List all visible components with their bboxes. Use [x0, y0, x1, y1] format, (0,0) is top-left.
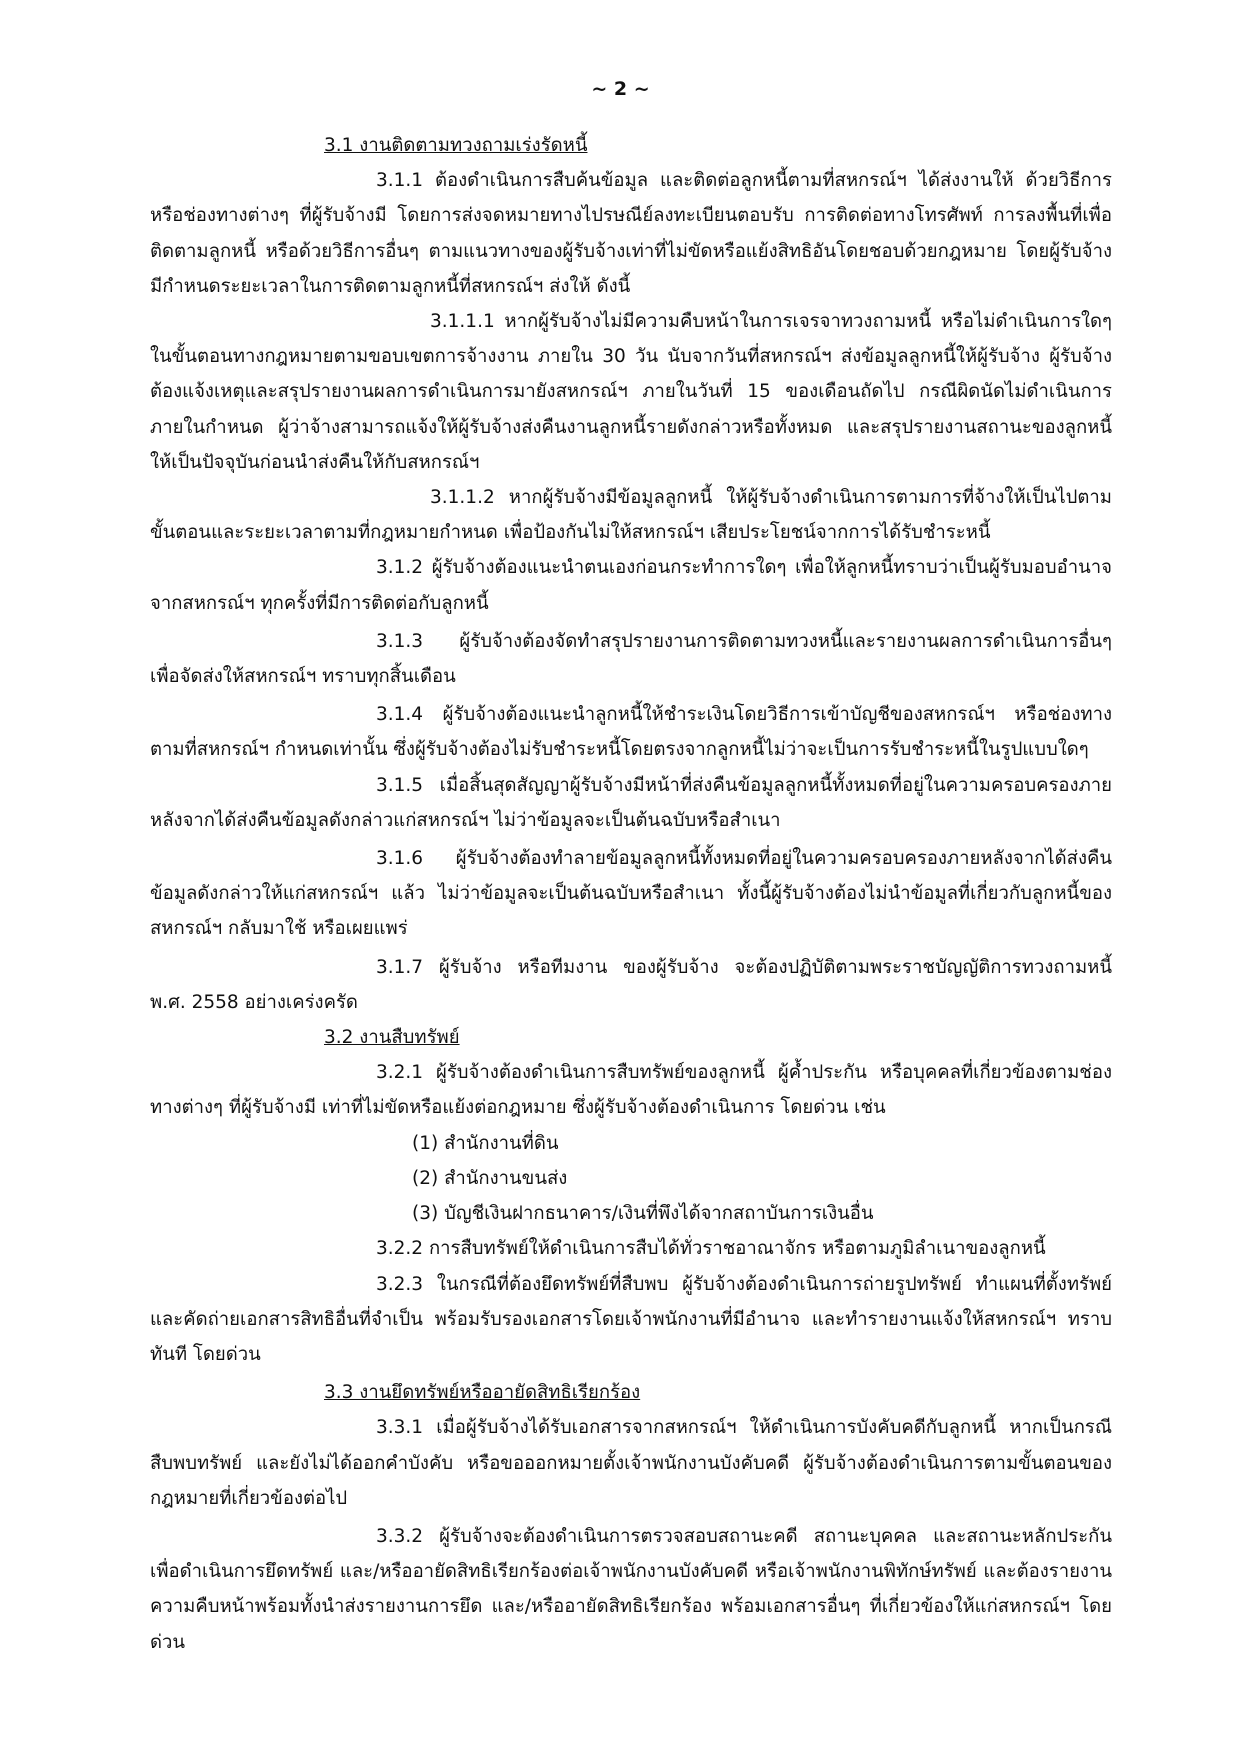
paragraph: 3.1.5 เมื่อสิ้นสุดสัญญาผู้รับจ้างมีหน้าที่ส่งคืนข้อมูลลูกหนี้ทั้งหมดที่อยู่ในความครอบครองภายหลังจากได้ส่งคืนข้อมูลดังกล่าวแก่สหกรณ์ฯ ไม่ว่าข้อมูลจะเป็นต้นฉบับหรือสำเนา — [150, 774, 1112, 831]
paragraph: 3.1.1.1 หากผู้รับจ้างไม่มีความคืบหน้าในการเจรจาทวงถามหนี้ หรือไม่ดำเนินการใดๆ ในขั้นตอนทางกฎหมายตามขอบเขตการจ้างงาน ภายใน 30 วัน นับจากวันที่สหกรณ์ฯ ส่งข้อมูลลูกหนี้ให้ผู้รับจ้าง ผู้รับจ้างต้องแจ้งเหตุและสรุปรายงานผลการดำเนินการมายังสหกรณ์ฯ ภายในวันที่ 15 ของเดือนถัดไป กรณีผิดนัดไม่ดำเนินการภายในกำหนด ผู้ว่าจ้างสามารถแจ้งให้ผู้รับจ้างส่งคืนงานลูกหนี้รายดังกล่าวหรือทั้งหมด และสรุปรายงานสถานะของลูกหนี้ให้เป็นปัจจุบันก่อนนำส่งคืนให้กับสหกรณ์ฯ — [150, 311, 1112, 473]
paragraph: 3.2.3 ในกรณีที่ต้องยึดทรัพย์ที่สืบพบ ผู้รับจ้างต้องดำเนินการถ่ายรูปทรัพย์ ทำแผนที่ตั้งทรัพย์และคัดถ่ายเอกสารสิทธิอื่นที่จำเป็น พร้อมรับรองเอกสารโดยเจ้าพนักงานที่มีอำนาจ และทำรายงานแจ้งให้สหกรณ์ฯ ทราบทันที โดยด่วน — [150, 1273, 1112, 1365]
paragraph: 3.1.1.2 หากผู้รับจ้างมีข้อมูลลูกหนี้ ให้ผู้รับจ้างดำเนินการตามการที่จ้างให้เป็นไปตามขั้นตอนและระยะเวลาตามที่กฎหมายกำหนด เพื่อป้องกันไม่ให้สหกรณ์ฯ เสียประโยชน์จากการได้รับชำระหนี้ — [150, 487, 1112, 544]
section-heading-text: 3.2 งานสืบทรัพย์ — [324, 1027, 460, 1049]
paragraph: 3.1.3 ผู้รับจ้างต้องจัดทำสรุปรายงานการติดตามทวงหนี้และรายงานผลการดำเนินการอื่นๆ เพื่อจัดส่งให้สหกรณ์ฯ ทราบทุกสิ้นเดือน — [150, 630, 1112, 688]
paragraph: 3.1.6 ผู้รับจ้างต้องทำลายข้อมูลลูกหนี้ทั้งหมดที่อยู่ในความครอบครองภายหลังจากได้ส่งคืนข้อมูลดังกล่าวให้แก่สหกรณ์ฯ แล้ว ไม่ว่าข้อมูลจะเป็นต้นฉบับหรือสำเนา ทั้งนี้ผู้รับจ้างต้องไม่นำข้อมูลที่เกี่ยวกับลูกหนี้ของสหกรณ์ฯ กลับมาใช้ หรือเผยแพร่ — [150, 848, 1112, 940]
paragraph: 3.1.2 ผู้รับจ้างต้องแนะนำตนเองก่อนกระทำการใดๆ เพื่อให้ลูกหนี้ทราบว่าเป็นผู้รับมอบอำนาจจากสหกรณ์ฯ ทุกครั้งที่มีการติดต่อกับลูกหนี้ — [150, 557, 1112, 614]
section-heading — [150, 1020, 1112, 1055]
section-heading — [150, 1375, 1112, 1410]
paragraph: 3.2.1 ผู้รับจ้างต้องดำเนินการสืบทรัพย์ของลูกหนี้ ผู้ค้ำประกัน หรือบุคคลที่เกี่ยวข้องตามช่องทางต่างๆ ที่ผู้รับจ้างมี เท่าที่ไม่ขัดหรือแย้งต่อกฎหมาย ซึ่งผู้รับจ้างต้องดำเนินการ โดยด่วน เช่น — [150, 1062, 1112, 1119]
paragraph: 3.2.2 การสืบทรัพย์ให้ดำเนินการสืบได้ทั่วราชอาณาจักร หรือตามภูมิลำเนาของลูกหนี้ — [376, 1238, 1046, 1260]
list-item: (1) สำนักงานที่ดิน — [412, 1132, 559, 1154]
list-item: (2) สำนักงานขนส่ง — [412, 1167, 568, 1189]
paragraph: 3.1.7 ผู้รับจ้าง หรือทีมงาน ของผู้รับจ้าง จะต้องปฏิบัติตามพระราชบัญญัติการทวงถามหนี้ พ.ศ. 2558 อย่างเคร่งครัด — [150, 956, 1112, 1013]
list-item: (3) บัญชีเงินฝากธนาคาร/เงินที่พึงได้จากสถาบันการเงินอื่น — [412, 1203, 874, 1225]
paragraph: 3.1.1 ต้องดำเนินการสืบค้นข้อมูล และติดต่อลูกหนี้ตามที่สหกรณ์ฯ ได้ส่งงานให้ ด้วยวิธีการหรือช่องทางต่างๆ ที่ผู้รับจ้างมี โดยการส่งจดหมายทางไปรษณีย์ลงทะเบียนตอบรับ การติดต่อทางโทรศัพท์ การลงพื้นที่เพื่อติดตามลูกหนี้ หรือด้วยวิธีการอื่นๆ ตามแนวทางของผู้รับจ้างเท่าที่ไม่ขัดหรือแย้งสิทธิอันโดยชอบด้วยกฎหมาย โดยผู้รับจ้างมีกำหนดระยะเวลาในการติดตามลูกหนี้ที่สหกรณ์ฯ ส่งให้ ดังนี้ — [150, 170, 1112, 297]
paragraph: 3.3.1 เมื่อผู้รับจ้างได้รับเอกสารจากสหกรณ์ฯ ให้ดำเนินการบังคับคดีกับลูกหนี้ หากเป็นกรณีสืบพบทรัพย์ และยังไม่ได้ออกคำบังคับ หรือขอออกหมายตั้งเจ้าพนักงานบังคับคดี ผู้รับจ้างต้องดำเนินการตามขั้นตอนของกฎหมายที่เกี่ยวข้องต่อไป — [150, 1417, 1112, 1509]
document-body — [150, 128, 1112, 1660]
page-number: ~ 2 ~ — [591, 78, 650, 100]
paragraph: 3.1.4 ผู้รับจ้างต้องแนะนำลูกหนี้ให้ชำระเงินโดยวิธีการเข้าบัญชีของสหกรณ์ฯ หรือช่องทางตามที่สหกรณ์ฯ กำหนดเท่านั้น ซึ่งผู้รับจ้างต้องไม่รับชำระหนี้โดยตรงจากลูกหนี้ไม่ว่าจะเป็นการรับชำระหนี้ในรูปแบบใดๆ — [150, 704, 1112, 761]
section-heading-text: 3.1 งานติดตามทวงถามเร่งรัดหนี้ — [324, 135, 588, 156]
section-heading — [150, 128, 1112, 163]
paragraph: 3.3.2 ผู้รับจ้างจะต้องดำเนินการตรวจสอบสถานะคดี สถานะบุคคล และสถานะหลักประกัน เพื่อดำเนินการยึดทรัพย์ และ/หรืออายัดสิทธิเรียกร้องต่อเจ้าพนักงานบังคับคดี หรือเจ้าพนักงานพิทักษ์ทรัพย์ และต้องรายงานความคืบหน้าพร้อมทั้งนำส่งรายงานการยึด และ/หรืออายัดสิทธิเรียกร้อง พร้อมเอกสารอื่นๆ ที่เกี่ยวข้องให้แก่สหกรณ์ฯ โดยด่วน — [150, 1525, 1112, 1653]
section-heading-text: 3.3 งานยึดทรัพย์หรืออายัดสิทธิเรียกร้อง — [324, 1382, 641, 1404]
